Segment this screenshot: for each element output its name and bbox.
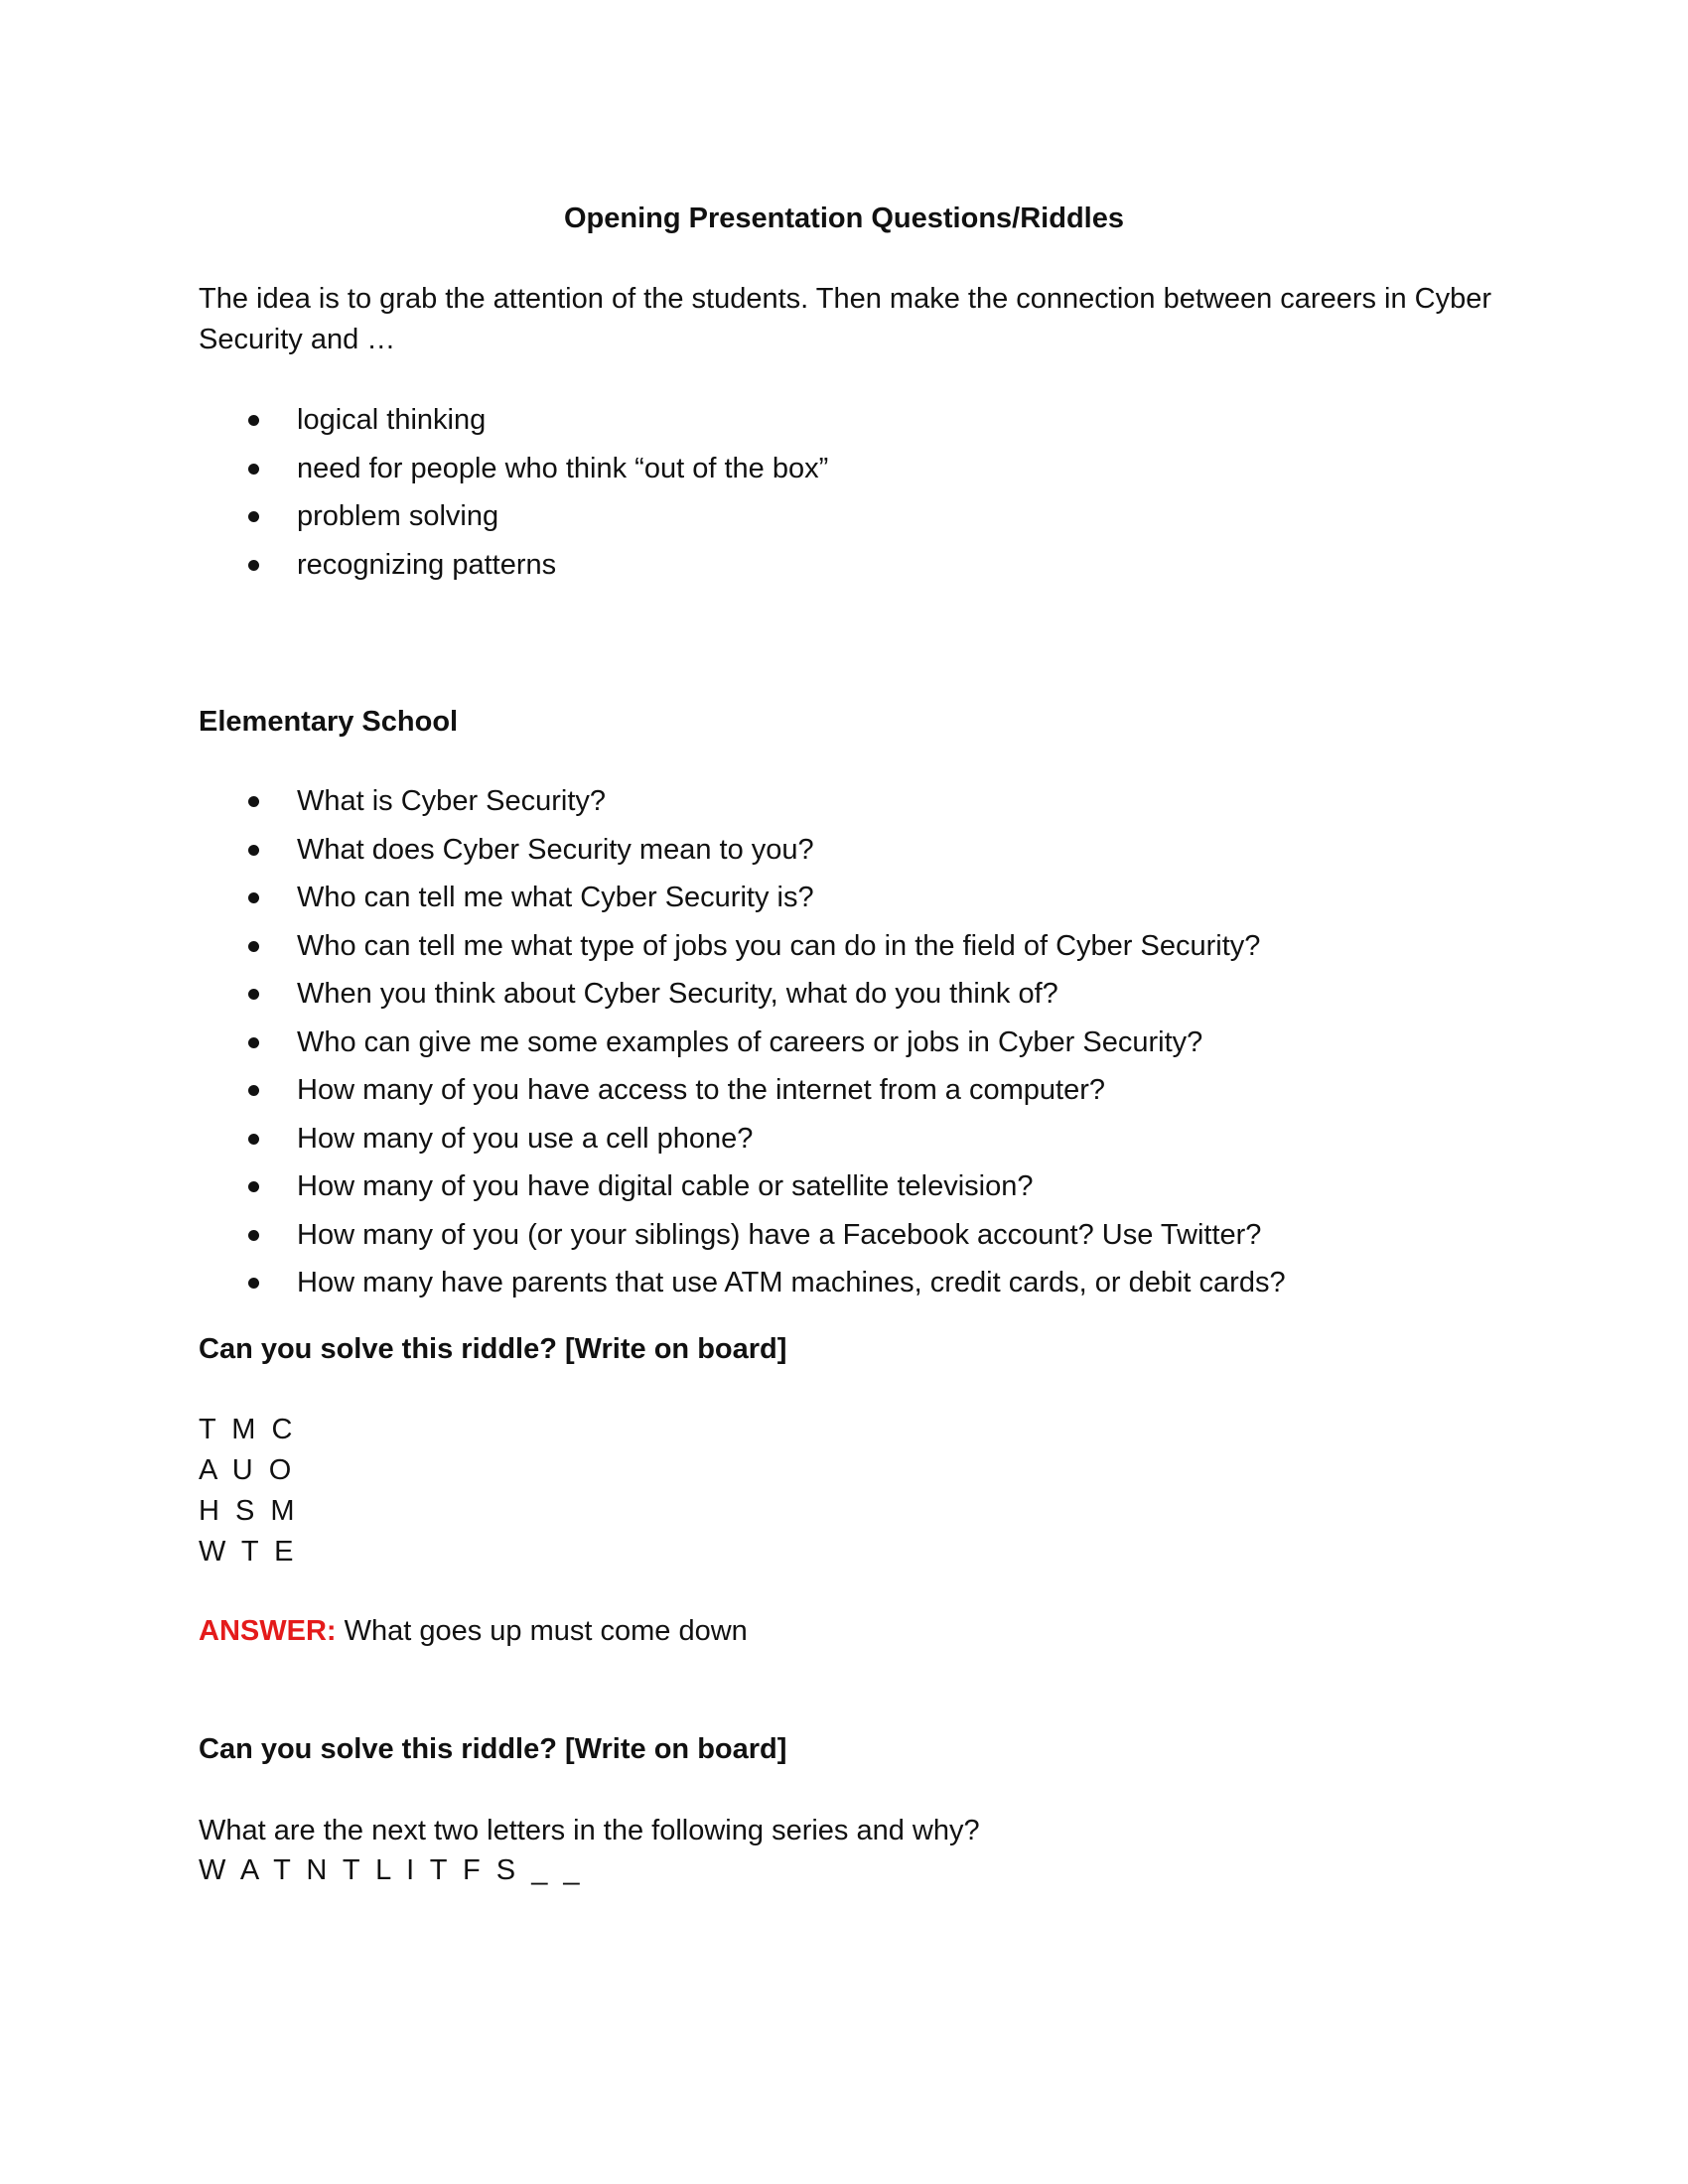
answer-text: What goes up must come down: [336, 1615, 748, 1647]
riddle1-heading: Can you solve this riddle? [Write on board]: [199, 1333, 787, 1365]
bullet-icon: [248, 892, 259, 903]
bullet-icon: [248, 796, 259, 807]
bullet-icon: [248, 511, 259, 522]
riddle1-row: A U O: [199, 1454, 296, 1486]
riddle1-row: H S M: [199, 1495, 299, 1527]
document-title: Opening Presentation Questions/Riddles: [564, 203, 1124, 234]
bullet-icon: [248, 415, 259, 426]
bullet-icon: [248, 1181, 259, 1192]
elementary-heading: Elementary School: [199, 706, 459, 738]
riddle1-answer: [199, 1611, 748, 1651]
riddle2-series: W A T N T L I T F S _ _: [199, 1854, 584, 1886]
intro-paragraph: The idea is to grab the attention of the students. Then make the connection between careers in Cyber Security and …: [199, 283, 1492, 355]
riddle1-row: T M C: [199, 1414, 297, 1445]
bullet-icon: [248, 989, 259, 1000]
answer-label: ANSWER:: [199, 1615, 337, 1647]
bullet-icon: [248, 560, 259, 571]
bullet-icon: [248, 464, 259, 475]
bullet-icon: [248, 941, 259, 952]
riddle2-heading: Can you solve this riddle? [Write on board]: [199, 1733, 787, 1765]
bullet-icon: [248, 845, 259, 856]
riddle2-question: What are the next two letters in the following series and why?: [199, 1815, 980, 1846]
riddle1-row: W T E: [199, 1536, 298, 1568]
document-page: Opening Presentation Questions/Riddles The idea is to grab the attention of the students. Then make the connection between careers in Cyber Security and … logical thinking need for people who think “out of the box” problem solving recognizing patterns Elementary School What is Cyber Security? What does Cyber Security mean to you? Who can tell me what Cyber Security is? Who can tell me what type of jobs you can do in the field of Cyber Security? When you think about Cyber Security, what do you think of? Who can give me some examples of careers or jobs in Cyber Security? How many of you have access to the internet from a computer? How many of you use a cell phone? How many of you have digital cable or satellite television? How many of you (or your siblings) have a Facebook account? Use Twitter? How many have parents that use ATM machines, credit cards, or debit cards? Can you solve this riddle? [Write on board] T M C A U O H S M W T E ANSWER: What goes up must come down Can you solve this riddle? [Write on board] What are the next two letters in the following series and why? W A T N T L I T F S _ _: [0, 0, 1688, 2184]
bullet-icon: [248, 1134, 259, 1145]
bullet-icon: [248, 1230, 259, 1241]
bullet-icon: [248, 1037, 259, 1048]
bullet-icon: [248, 1085, 259, 1096]
bullet-icon: [248, 1278, 259, 1289]
